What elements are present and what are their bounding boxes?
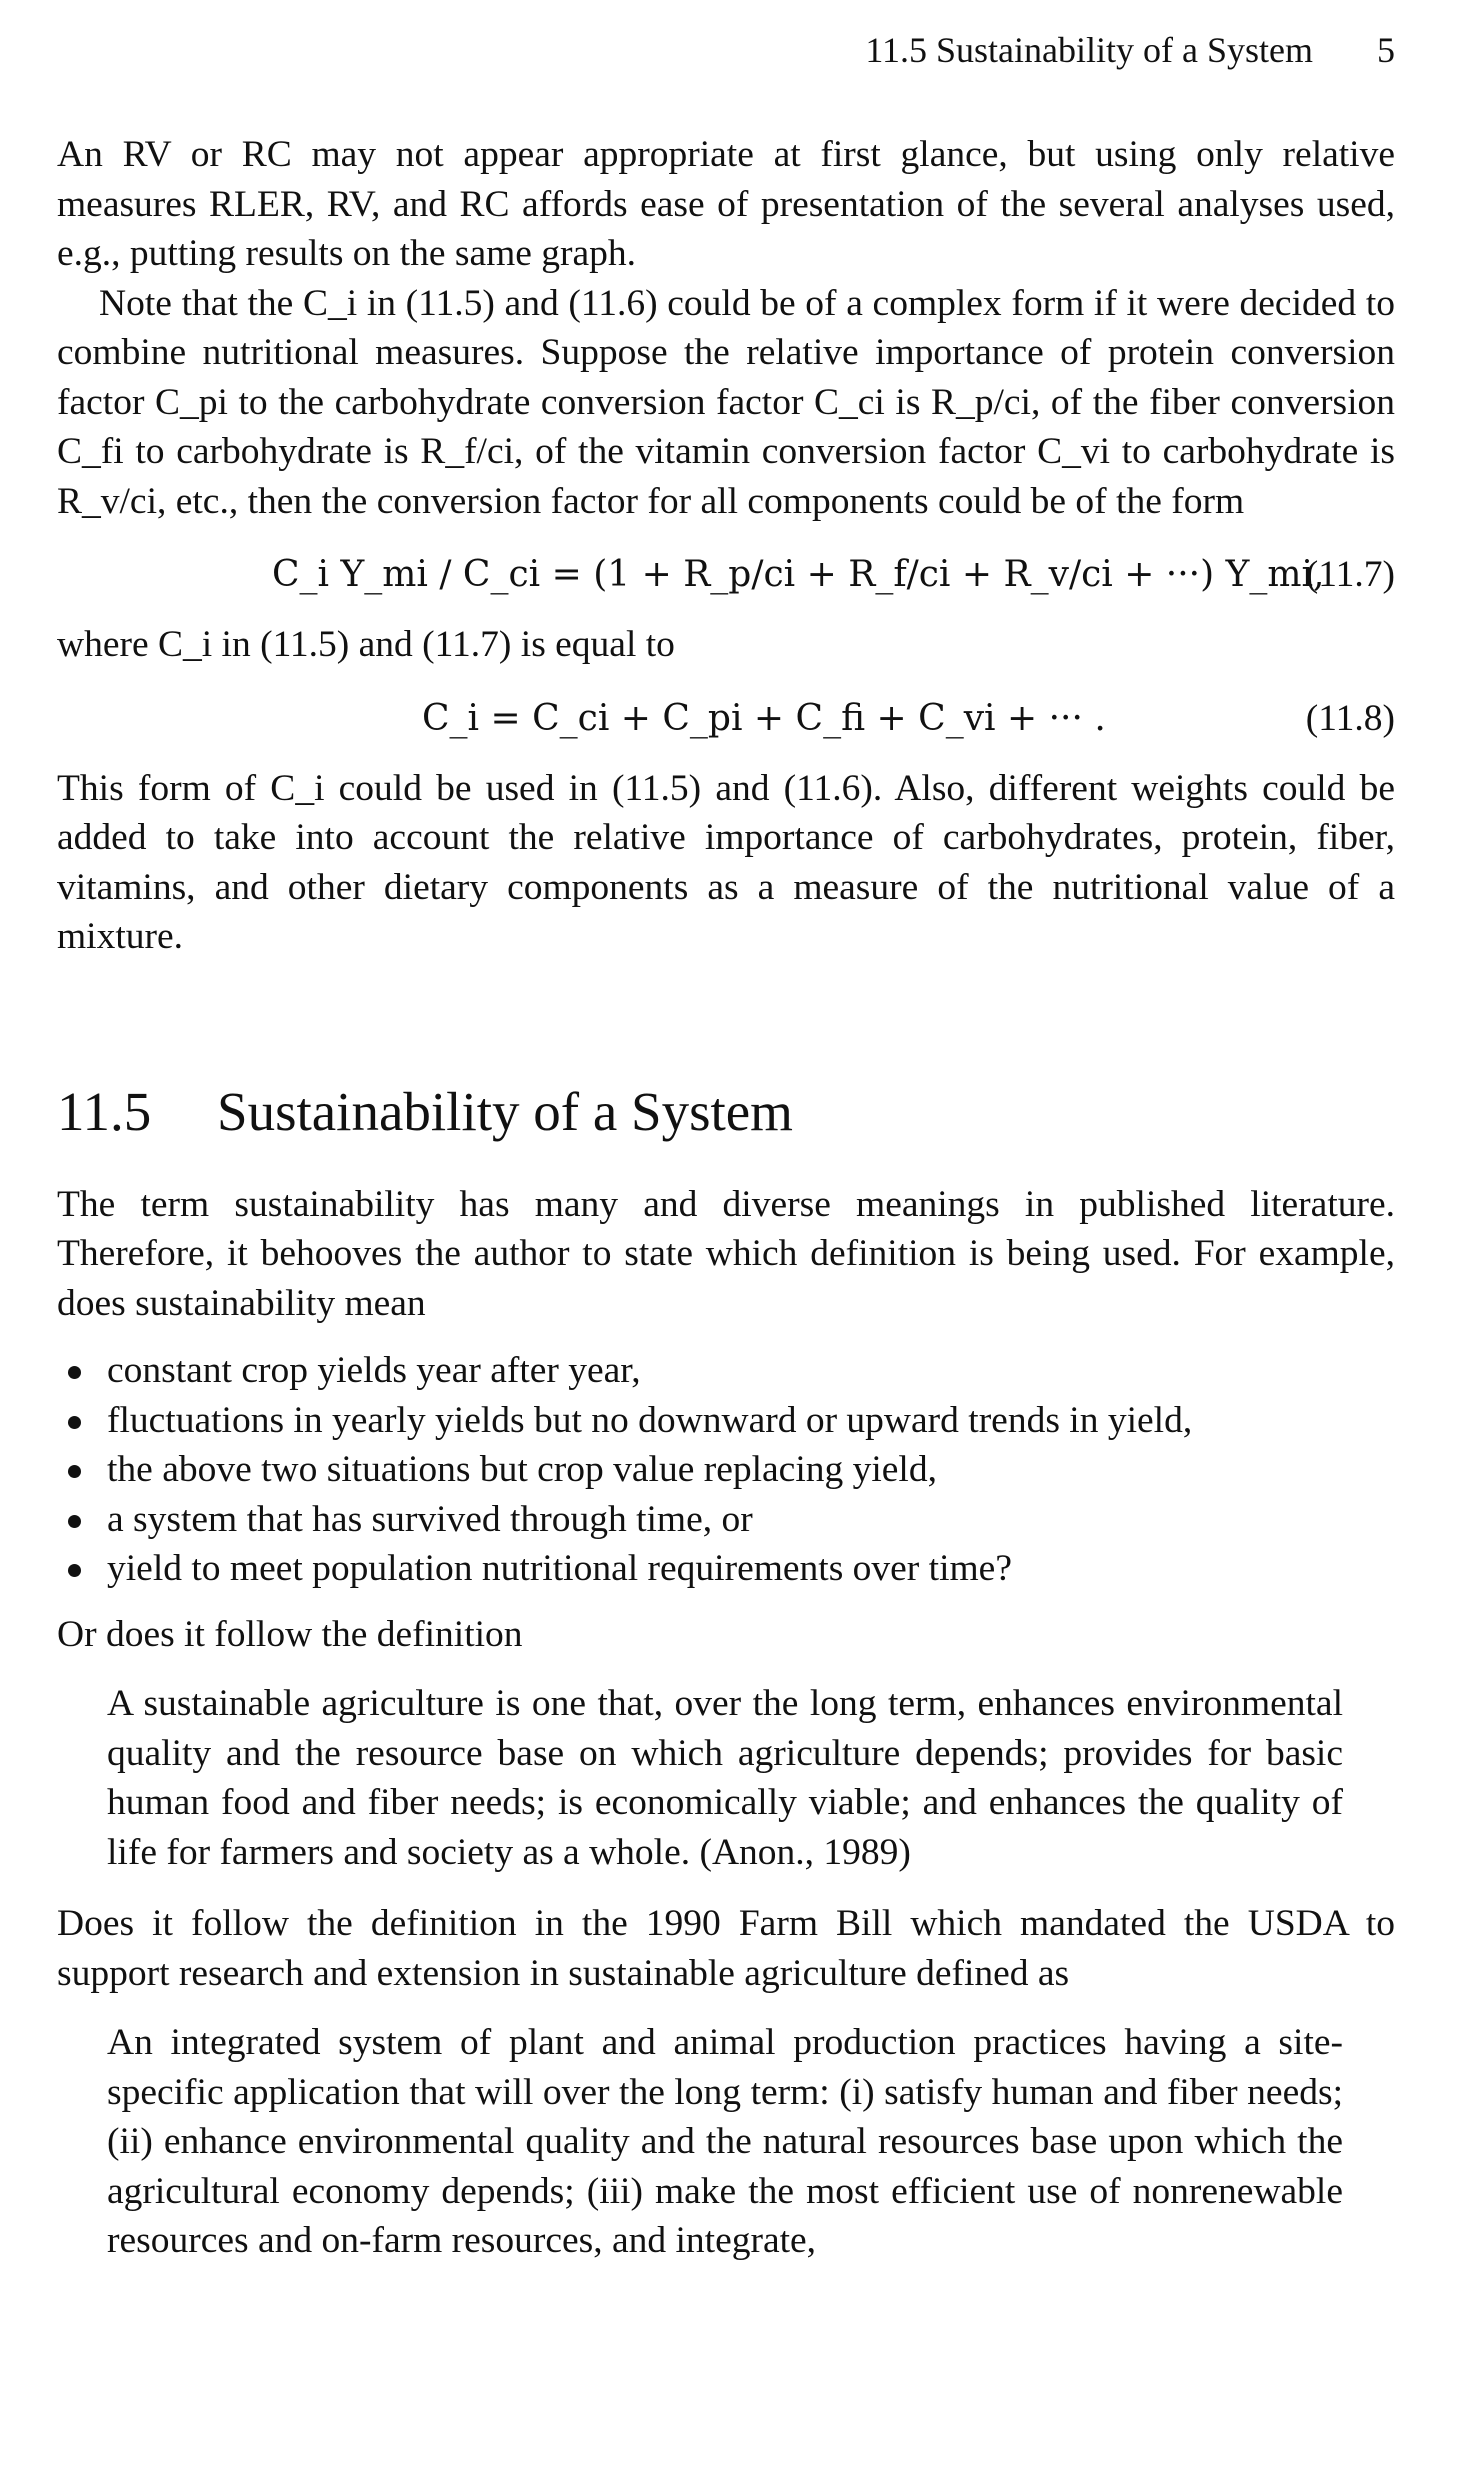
equation-11-7-expression: C_i Y_mi / C_ci = (1 + R_p/ci + R_f/ci + R_v/ci + ···) Y_mi, bbox=[272, 554, 1325, 595]
equation-11-8-number: (11.8) bbox=[1305, 697, 1395, 739]
sustainability-bullet-list bbox=[57, 1346, 1395, 1594]
quote-farm-bill-definition bbox=[107, 2018, 1343, 2266]
equation-11-8 bbox=[57, 688, 1395, 750]
bullet-icon bbox=[68, 1515, 81, 1528]
list-item: fluctuations in yearly yields but no downward or upward trends in yield, bbox=[57, 1396, 1395, 1446]
equation-11-7 bbox=[57, 544, 1395, 606]
paragraph-or-definition: Or does it follow the definition bbox=[57, 1613, 523, 1655]
list-item: yield to meet population nutritional requirements over time? bbox=[57, 1544, 1395, 1594]
bullet-icon bbox=[68, 1465, 81, 1478]
quote-sustainable-agriculture bbox=[107, 1679, 1343, 1877]
quote-text: A sustainable agriculture is one that, over the long term, enhances environmental quality and the resource base on which agriculture depends; provides for basic human food and fiber needs; is economically viable; and enhances the quality of life for farmers and society as a whole. (Anon., 1989) bbox=[107, 1683, 1343, 1873]
equation-11-8-expression: C_i = C_ci + C_pi + C_fi + C_vi + ··· . bbox=[422, 697, 1106, 739]
running-head bbox=[865, 28, 1395, 72]
page-number: 5 bbox=[1377, 30, 1395, 70]
bullet-icon bbox=[68, 1564, 81, 1577]
paragraph-conversion-factors: Note that the C_i in (11.5) and (11.6) could be of a complex form if it were decided to combine nutritional measures. Suppose the relative importance of protein conversion factor C_pi to the carbohydrate conversion factor C_ci is R_p/ci, of the fiber conversion C_fi to carbohydrate is R_f/ci, of the vitamin conversion factor C_vi to carbohydrate is R_v/ci, etc., then the conversion factor for all components could be of the form bbox=[57, 282, 1395, 522]
quote-text: An integrated system of plant and animal production practices having a site-specific application that will over the long term: (i) satisfy human and fiber needs; (ii) enhance environmental quality and the natural resources base upon which the agricultural economy depends; (iii) make the most efficient use of nonrenewable resources and on-farm resources, and integrate, bbox=[107, 2022, 1343, 2261]
running-head-title: 11.5 Sustainability of a System bbox=[865, 30, 1313, 70]
paragraph-farm-bill: Does it follow the definition in the 1990 Farm Bill which mandated the USDA to support research and extension in sustainable agriculture defined as bbox=[57, 1903, 1395, 1994]
paragraph-sustainability-intro: The term sustainability has many and diverse meanings in published literature. Therefore, it behooves the author to state which definition is being used. For example, does sustainability mean bbox=[57, 1183, 1395, 1324]
paragraph-where: where C_i in (11.5) and (11.7) is equal to bbox=[57, 624, 675, 665]
bullet-icon bbox=[68, 1416, 81, 1429]
section-title: Sustainability of a System bbox=[217, 1080, 793, 1142]
paragraph-form-of-ci: This form of C_i could be used in (11.5) and (11.6). Also, different weights could be added to take into account the relative importance of carbohydrates, protein, fiber, vitamins, and other dietary components as a measure of the nutritional value of a mixture. bbox=[57, 767, 1395, 957]
list-item: a system that has survived through time, or bbox=[57, 1495, 1395, 1545]
list-item: constant crop yields year after year, bbox=[57, 1346, 1395, 1396]
section-heading bbox=[57, 1080, 1395, 1144]
bullet-icon bbox=[68, 1366, 81, 1379]
paragraph-intro: An RV or RC may not appear appropriate at first glance, but using only relative measures RLER, RV, and RC affords ease of presentation of the several analyses used, e.g., putting results on the same graph. bbox=[57, 134, 1395, 274]
page-content bbox=[57, 130, 1395, 2288]
section-number: 11.5 bbox=[57, 1080, 152, 1142]
list-item: the above two situations but crop value replacing yield, bbox=[57, 1445, 1395, 1495]
equation-11-7-number: (11.7) bbox=[1305, 554, 1395, 595]
